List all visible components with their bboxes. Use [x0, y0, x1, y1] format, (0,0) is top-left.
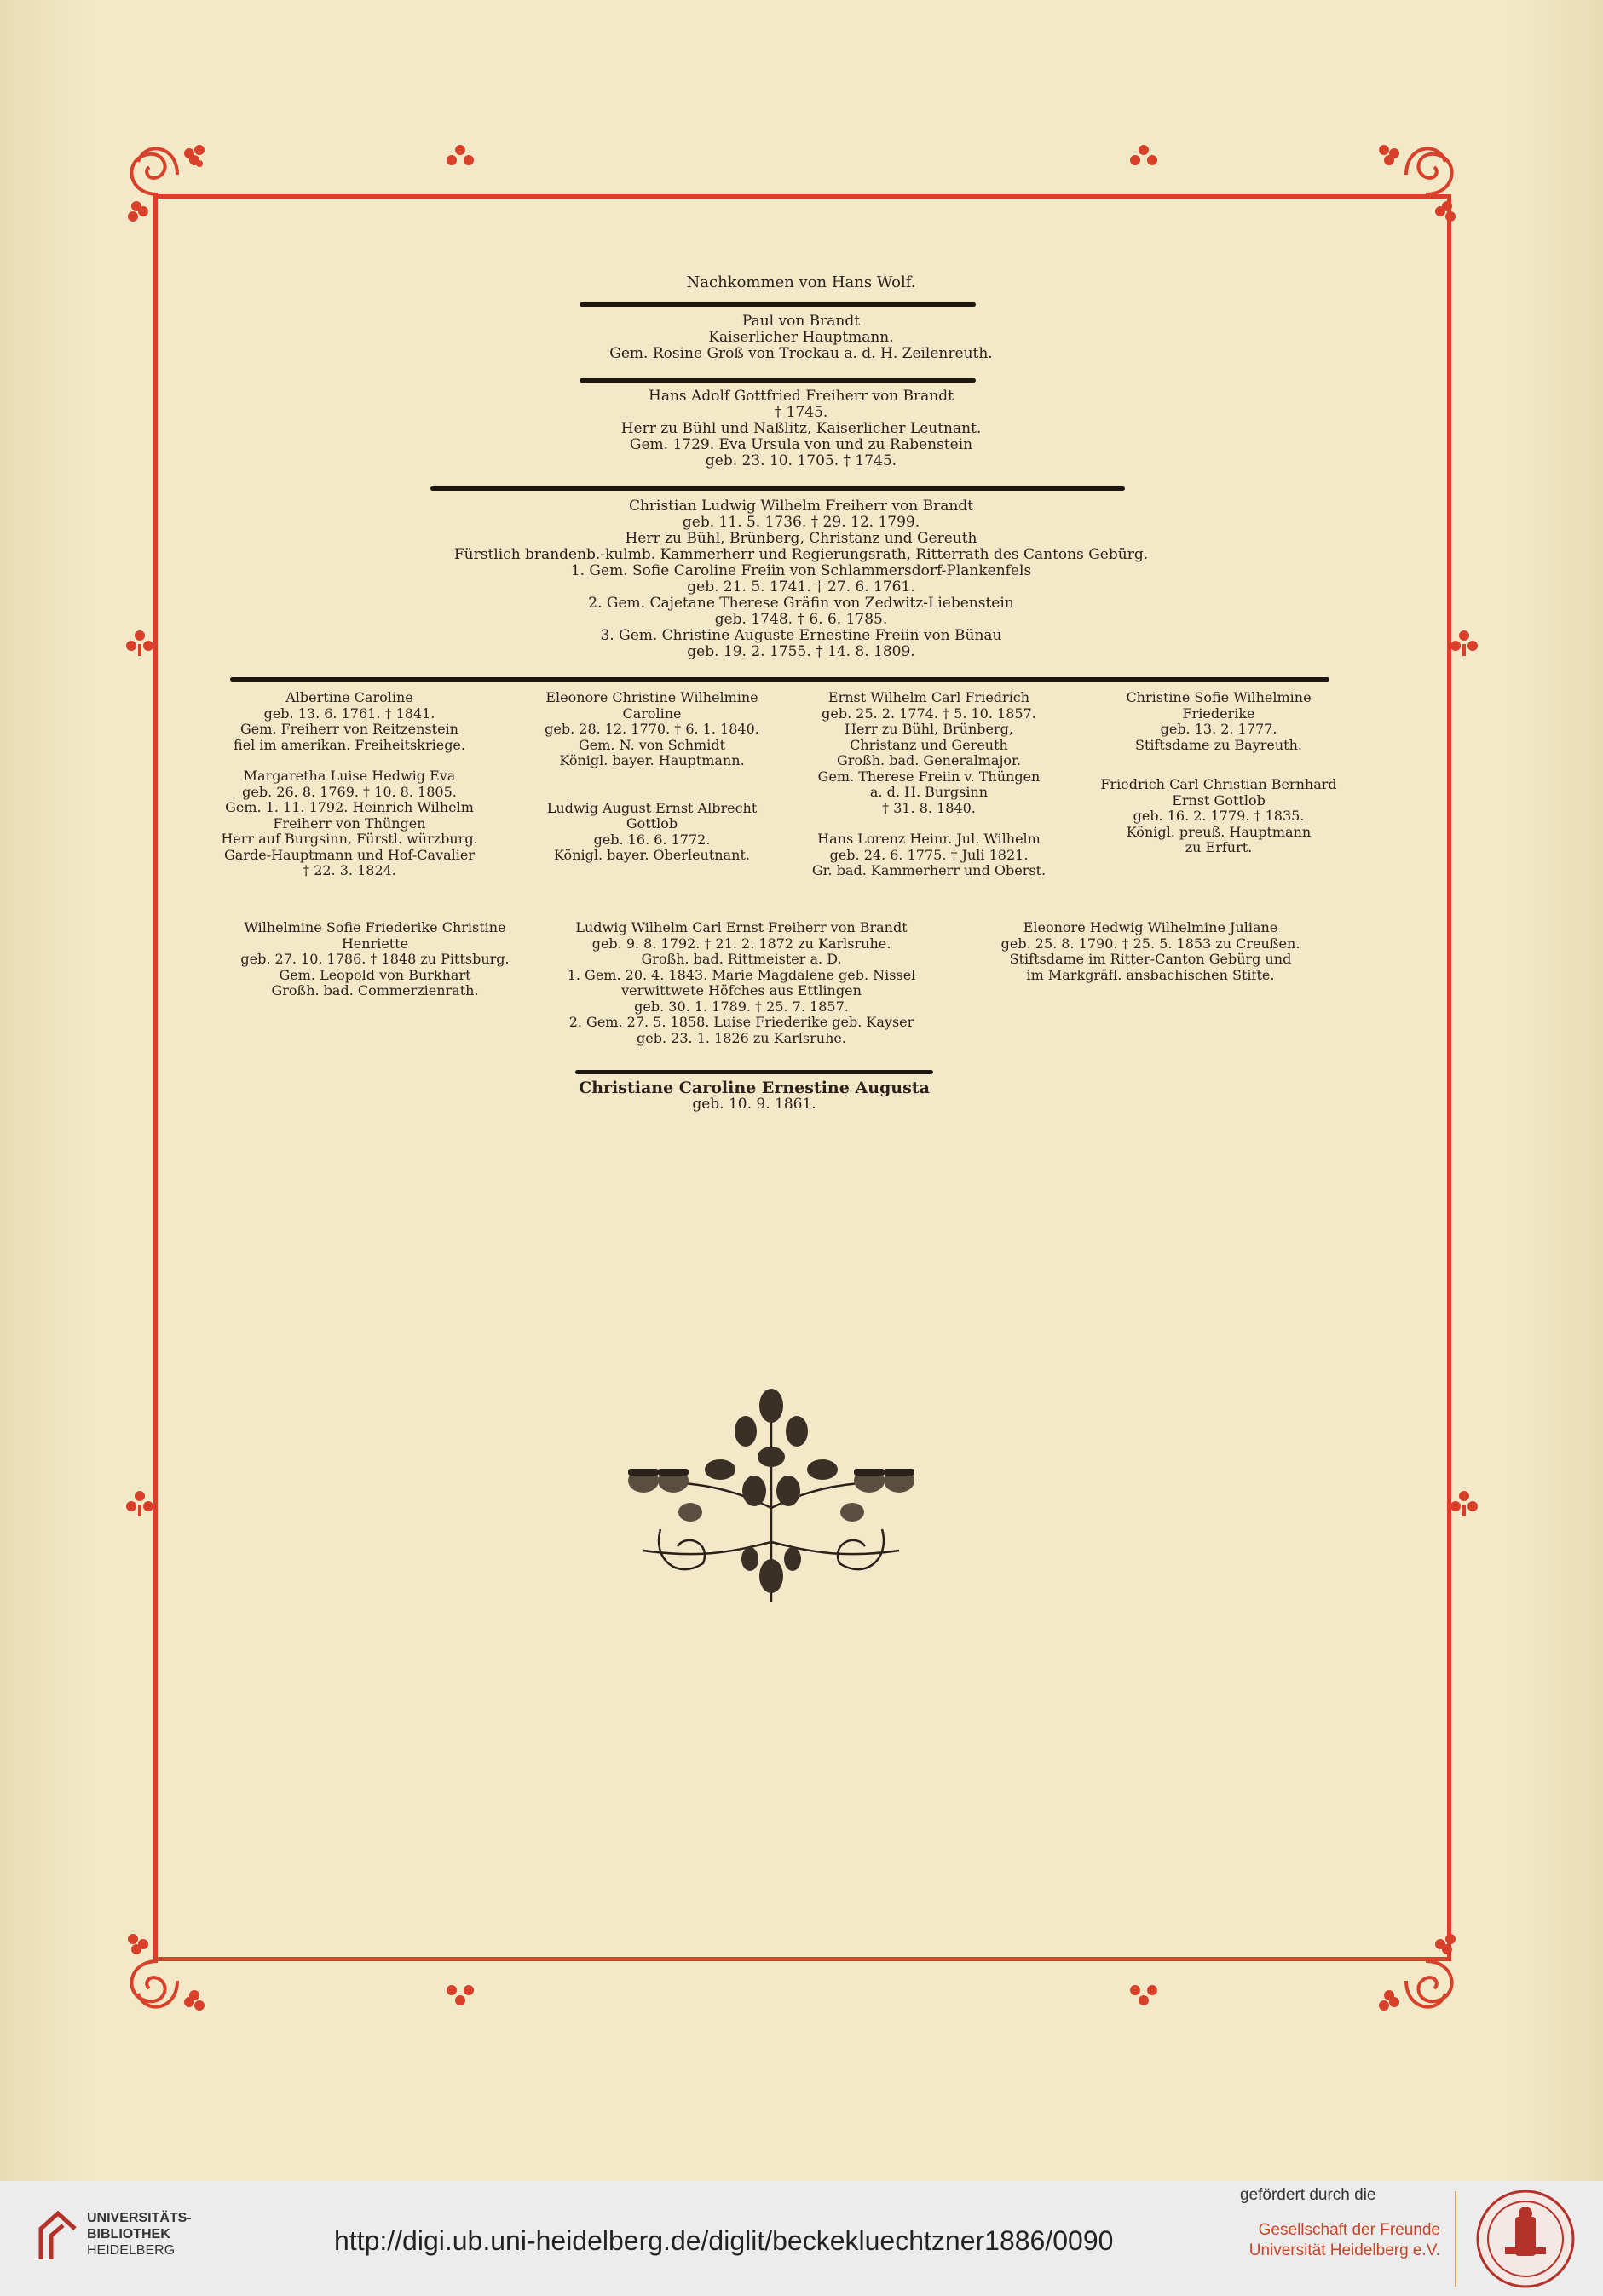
society-name-line-1: Gesellschaft der Freunde	[1258, 2221, 1440, 2239]
gen4-line: Stiftsdame zu Bayreuth.	[1135, 736, 1302, 753]
gen3-line: Fürstlich brandenb.-kulmb. Kammerherr und Regierungsrath, Ritterrath des Cantons Gebürg.	[453, 546, 1149, 563]
gen4-line: Albertine Caroline	[285, 689, 413, 705]
gen4-line: Christanz und Gereuth	[850, 736, 1008, 753]
gen1-line: Paul von Brandt	[741, 313, 861, 330]
generation-2-block	[494, 388, 1108, 469]
gen4-column-1	[205, 690, 494, 879]
gen3-line: geb. 19. 2. 1755. † 14. 8. 1809.	[687, 643, 915, 660]
gen5-line: im Markgräfl. ansbachischen Stifte.	[1026, 966, 1275, 983]
gen4-line: Friederike	[1182, 705, 1255, 722]
gen5-line: geb. 23. 1. 1826 zu Karlsruhe.	[637, 1029, 846, 1046]
side-ornament-left-2	[123, 1488, 157, 1522]
gen4-line: geb. 13. 6. 1761. † 1841.	[263, 705, 435, 722]
gen4-line: Caroline	[622, 705, 682, 722]
gen6-name: Christiane Caroline Ernestine Augusta	[579, 1079, 930, 1097]
gen3-line: Herr zu Bühl, Brünberg, Christanz und Gereuth	[625, 530, 977, 547]
gen4-line: a. d. H. Burgsinn	[869, 784, 989, 800]
gen4-line: Herr auf Burgsinn, Fürstl. würzburg.	[221, 831, 478, 847]
library-logo-icon	[34, 2207, 82, 2266]
gen5-line: 2. Gem. 27. 5. 1858. Luise Friederike geb. Kayser	[568, 1014, 914, 1030]
gen4-line: Königl. bayer. Hauptmann.	[559, 752, 745, 768]
gen5-column-3	[980, 920, 1321, 983]
gen5-line: Stiftsdame im Ritter-Canton Gebürg und	[1009, 951, 1292, 967]
permalink-url[interactable]: http://digi.ub.uni-heidelberg.de/diglit/beckekluechtzner1886/0090	[334, 2225, 1114, 2256]
gen5-line: Wilhelmine Sofie Friederike Christine	[244, 919, 506, 935]
gen3-line: geb. 1748. † 6. 6. 1785.	[714, 611, 888, 628]
gen2-line: Gem. 1729. Eva Ursula von und zu Rabenstein	[629, 436, 973, 453]
gen3-line: 2. Gem. Cajetane Therese Gräfin von Zedwitz-Liebenstein	[588, 595, 1014, 612]
gen4-line: Herr zu Bühl, Brünberg,	[845, 721, 1013, 737]
gen4-line: Gottlob	[626, 815, 678, 832]
gen5-line: Ludwig Wilhelm Carl Ernst Freiherr von Brandt	[575, 919, 908, 935]
gen5-line: geb. 25. 8. 1790. † 25. 5. 1853 zu Creußen.	[1000, 935, 1300, 952]
oak-leaf-vignette	[609, 1380, 933, 1610]
gen5-line: Großh. bad. Commerzienrath.	[271, 982, 479, 998]
library-name-line-3: HEIDELBERG	[87, 2243, 176, 2258]
gen4-line: geb. 13. 2. 1777.	[1160, 721, 1277, 737]
gen4-line: Ludwig August Ernst Albrecht	[546, 799, 758, 816]
gen4-line: Gem. 1. 11. 1792. Heinrich Wilhelm	[225, 799, 474, 815]
library-name-line-1: UNIVERSITÄTS-	[87, 2211, 192, 2225]
gen4-line: Margaretha Luise Hedwig Eva	[243, 768, 456, 784]
side-ornament-right-2	[1447, 1488, 1481, 1522]
gen3-line: Christian Ludwig Wilhelm Freiherr von Brandt	[628, 498, 974, 515]
gen5-column-2	[545, 920, 937, 1046]
gen4-line: Ernst Wilhelm Carl Friedrich	[827, 689, 1030, 705]
gen4-spacer	[784, 816, 1074, 832]
genealogy-title-block	[580, 274, 1023, 291]
gen4-spacer	[205, 753, 494, 768]
gen5-line: geb. 30. 1. 1789. † 25. 7. 1857.	[634, 998, 849, 1015]
gen4-line: geb. 16. 6. 1772.	[593, 831, 711, 848]
side-ornament-right-1	[1447, 627, 1481, 661]
bottom-ornament-1	[443, 1977, 477, 2011]
funded-by-label: gefördert durch die	[1240, 2186, 1376, 2204]
gen5-line: geb. 27. 10. 1786. † 1848 zu Pittsburg.	[240, 951, 510, 967]
gen4-line: Christine Sofie Wilhelmine	[1126, 689, 1312, 705]
footer-divider	[1455, 2191, 1456, 2287]
generation-rule-4	[230, 677, 1329, 682]
gen4-line: Großh. bad. Generalmajor.	[836, 752, 1022, 768]
gen4-line: geb. 25. 2. 1774. † 5. 10. 1857.	[822, 705, 1036, 722]
gen3-line: geb. 21. 5. 1741. † 27. 6. 1761.	[687, 578, 915, 596]
top-ornament-1	[443, 141, 477, 176]
gen5-line: Gem. Leopold von Burkhart	[279, 966, 471, 983]
gen2-line: Hans Adolf Gottfried Freiherr von Brandt	[649, 388, 954, 405]
gen5-line: Eleonore Hedwig Wilhelmine Juliane	[1023, 919, 1278, 935]
corner-ornament-bottom-right	[1362, 1917, 1473, 2028]
gen4-line: Eleonore Christine Wilhelmine	[545, 689, 758, 705]
gen4-line: geb. 24. 6. 1775. † Juli 1821.	[829, 846, 1029, 863]
gen4-line: Garde-Hauptmann und Hof-Cavalier	[224, 846, 475, 863]
gen4-line: Ernst Gottlob	[1172, 791, 1266, 808]
genealogy-title: Nachkommen von Hans Wolf.	[686, 273, 916, 291]
gen4-column-4	[1065, 690, 1372, 856]
gen6-born: geb. 10. 9. 1861.	[692, 1096, 816, 1113]
gen4-line: Gr. bad. Kammerherr und Oberst.	[811, 862, 1047, 878]
top-ornament-2	[1127, 141, 1161, 176]
gen4-line: Gem. N. von Schmidt	[579, 736, 725, 753]
library-name	[87, 2210, 192, 2259]
gen3-line: 1. Gem. Sofie Caroline Freiin von Schlammersdorf-Plankenfels	[570, 562, 1032, 579]
gen4-line: zu Erfurt.	[1185, 839, 1253, 855]
gen4-line: geb. 16. 2. 1779. † 1835.	[1133, 808, 1305, 824]
gen4-line: Gem. Therese Freiin v. Thüngen	[817, 768, 1041, 785]
gen5-line: verwittwete Höfches aus Ettlingen	[621, 982, 862, 998]
generation-6-block	[477, 1080, 1031, 1113]
generation-rule-1	[580, 302, 976, 307]
society-name-line-2: Universität Heidelberg e.V.	[1248, 2241, 1440, 2259]
gen4-line: Friedrich Carl Christian Bernhard	[1100, 776, 1337, 792]
gen5-line: Henriette	[341, 935, 409, 952]
generation-rule-3	[430, 486, 1125, 491]
generation-3-block	[358, 498, 1244, 660]
gen4-column-3	[784, 690, 1074, 879]
gen4-spacer	[1065, 753, 1372, 777]
gen4-line: geb. 26. 8. 1769. † 10. 8. 1805.	[242, 783, 457, 800]
generation-rule-2	[580, 378, 976, 383]
society-name	[1236, 2220, 1440, 2261]
gen4-line: Freiherr von Thüngen	[273, 814, 426, 832]
bottom-ornament-2	[1127, 1977, 1161, 2011]
gen4-line: † 22. 3. 1824.	[303, 862, 396, 878]
gen4-line: fiel im amerikan. Freiheitskriege.	[234, 736, 465, 753]
gen4-line: geb. 28. 12. 1770. † 6. 1. 1840.	[545, 721, 759, 737]
gen2-line: † 1745.	[774, 404, 828, 421]
gen5-line: 1. Gem. 20. 4. 1843. Marie Magdalene geb. Nissel	[567, 966, 916, 983]
corner-ornament-bottom-left	[111, 1917, 222, 2028]
side-ornament-left-1	[123, 627, 157, 661]
gen2-line: geb. 23. 10. 1705. † 1745.	[705, 452, 897, 469]
gen4-line: Hans Lorenz Heinr. Jul. Wilhelm	[817, 831, 1041, 847]
gen5-column-1	[213, 920, 537, 999]
gen3-line: 3. Gem. Christine Auguste Ernestine Freiin von Bünau	[600, 627, 1002, 644]
gen5-line: Großh. bad. Rittmeister a. D.	[641, 951, 842, 967]
gen4-line: Gem. Freiherr von Reitzenstein	[240, 721, 458, 737]
gen4-line: Königl. bayer. Oberleutnant.	[554, 847, 750, 863]
gen4-spacer	[511, 769, 793, 801]
gen4-line: † 31. 8. 1840.	[882, 799, 976, 816]
generation-1-block	[494, 314, 1108, 362]
gen2-line: Herr zu Bühl und Naßlitz, Kaiserlicher Leutnant.	[620, 420, 982, 437]
library-name-line-2: BIBLIOTHEK	[87, 2227, 170, 2241]
gen1-line: Gem. Rosine Groß von Trockau a. d. H. Zeilenreuth.	[609, 345, 993, 362]
gen4-line: Königl. preuß. Hauptmann	[1126, 823, 1312, 840]
gen3-line: geb. 11. 5. 1736. † 29. 12. 1799.	[682, 514, 920, 531]
university-seal-icon	[1474, 2188, 1577, 2290]
corner-ornament-top-left	[111, 128, 222, 239]
gen5-line: geb. 9. 8. 1792. † 21. 2. 1872 zu Karlsruhe.	[591, 935, 891, 952]
generation-rule-6	[575, 1070, 933, 1074]
corner-ornament-top-right	[1362, 128, 1473, 239]
gen4-column-2	[511, 690, 793, 864]
gen1-line: Kaiserlicher Hauptmann.	[708, 329, 894, 346]
